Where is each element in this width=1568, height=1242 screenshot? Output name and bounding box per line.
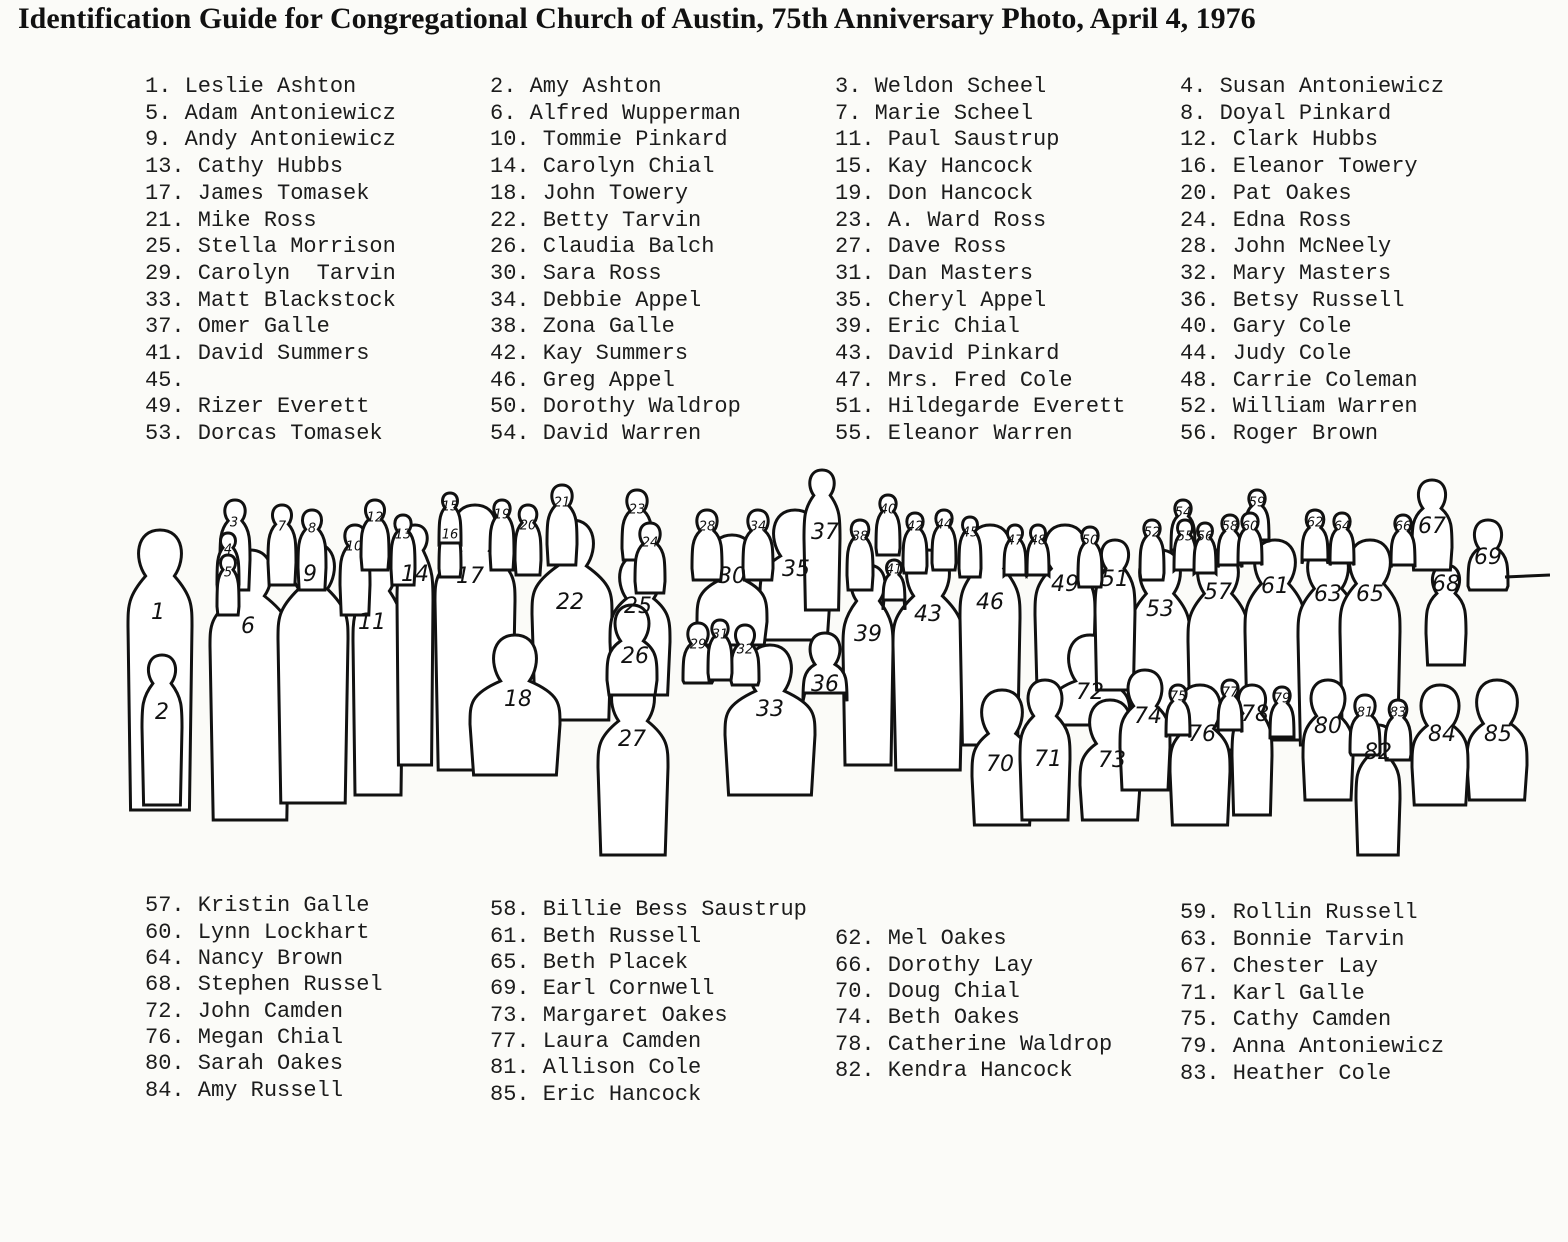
figure-number: 37 — [811, 520, 839, 545]
figure-number: 47 — [1006, 533, 1024, 549]
figure-number: 36 — [811, 672, 839, 697]
figure-number: 19 — [493, 507, 511, 523]
name-entry: 59. Rollin Russell — [1180, 900, 1418, 925]
name-entry: 15. Kay Hancock — [835, 154, 1034, 180]
figure-number: 10 — [345, 539, 363, 555]
figure-number: 4 — [223, 542, 233, 558]
name-entry: 23. A. Ward Ross — [835, 207, 1047, 233]
name-entry: 4. Susan Antoniewicz — [1180, 74, 1445, 99]
figure-number: 57 — [1204, 580, 1232, 605]
figure-number: 82 — [1364, 740, 1392, 765]
figure-number: 46 — [976, 590, 1004, 615]
figure-number: 42 — [906, 519, 924, 535]
name-entry: 10. Tommie Pinkard — [490, 127, 728, 153]
figure-number: 32 — [736, 642, 754, 658]
name-entry: 71. Karl Galle — [1180, 981, 1365, 1006]
name-entry: 24. Edna Ross — [1180, 207, 1352, 233]
figure-number: 22 — [556, 590, 584, 615]
figure-number: 44 — [935, 517, 953, 533]
name-entry: 68. Stephen Russel — [145, 972, 383, 997]
name-entry: 54. David Warren — [490, 421, 702, 447]
name-entry: 27. Dave Ross — [835, 234, 1007, 260]
name-entry: 53. Dorcas Tomasek — [145, 421, 383, 447]
name-entry: 25. Stella Morrison — [145, 234, 396, 260]
name-entry: 75. Cathy Camden — [1180, 1007, 1392, 1032]
figure-number: 56 — [1196, 529, 1214, 545]
name-entry: 73. Margaret Oakes — [490, 1003, 728, 1028]
name-entry: 9. Andy Antoniewicz — [145, 127, 396, 153]
name-entry: 48. Carrie Coleman — [1180, 367, 1418, 393]
name-entry: 82. Kendra Hancock — [835, 1058, 1073, 1083]
figure-number: 51 — [1101, 567, 1129, 592]
name-entry: 55. Eleanor Warren — [835, 421, 1073, 447]
name-entry: 11. Paul Saustrup — [835, 127, 1060, 153]
figure-number: 75 — [1169, 689, 1187, 705]
figure-number: 85 — [1484, 722, 1512, 747]
name-entry: 50. Dorothy Waldrop — [490, 394, 741, 420]
name-entry: 62. Mel Oakes — [835, 926, 1007, 951]
name-entry: 80. Sarah Oakes — [145, 1051, 344, 1076]
name-entry: 74. Beth Oakes — [835, 1005, 1020, 1030]
name-entry: 21. Mike Ross — [145, 207, 317, 233]
name-entry: 32. Mary Masters — [1180, 260, 1392, 286]
figure-number: 24 — [641, 535, 659, 551]
name-entry: 29. Carolyn Tarvin — [145, 260, 396, 286]
name-entry: 6. Alfred Wupperman — [490, 100, 741, 126]
name-entry: 7. Marie Scheel — [835, 100, 1034, 126]
person-silhouette — [217, 555, 239, 615]
name-entry: 40. Gary Cole — [1180, 314, 1352, 340]
name-entry: 5. Adam Antoniewicz — [145, 100, 396, 126]
figure-number: 62 — [1306, 515, 1324, 531]
name-entry: 63. Bonnie Tarvin — [1180, 927, 1405, 952]
figure-number: 9 — [303, 562, 317, 587]
name-entry: 17. James Tomasek — [145, 180, 370, 206]
name-entry: 56. Roger Brown — [1180, 421, 1379, 447]
figure-number: 78 — [1241, 702, 1269, 727]
group-outline-figure — [110, 455, 1550, 875]
name-entry: 31. Dan Masters — [835, 260, 1034, 286]
name-entry: 47. Mrs. Fred Cole — [835, 367, 1073, 393]
figure-number: 81 — [1356, 705, 1374, 721]
person-silhouette — [1120, 670, 1170, 790]
figure-number: 20 — [519, 518, 537, 534]
figure-number: 84 — [1428, 722, 1456, 747]
figure-number: 7 — [277, 519, 287, 535]
name-entry: 16. Eleanor Towery — [1180, 154, 1418, 180]
name-entry: 43. David Pinkard — [835, 341, 1060, 366]
name-entry: 85. Eric Hancock — [490, 1082, 702, 1107]
name-entry: 35. Cheryl Appel — [835, 287, 1047, 313]
name-entry: 69. Earl Cornwell — [490, 976, 715, 1001]
figure-number: 34 — [749, 519, 767, 535]
name-entry: 45. — [145, 367, 185, 393]
figure-number: 79 — [1273, 691, 1291, 707]
figure-number: 14 — [401, 562, 429, 587]
name-entry: 84. Amy Russell — [145, 1078, 344, 1103]
name-entry: 81. Allison Cole — [490, 1055, 702, 1080]
name-entry: 33. Matt Blackstock — [145, 287, 396, 313]
figure-number: 72 — [1076, 680, 1104, 705]
figure-number: 65 — [1356, 582, 1384, 607]
name-entry: 44. Judy Cole — [1180, 341, 1352, 366]
name-entry: 36. Betsy Russell — [1180, 287, 1405, 313]
figure-number: 58 — [1221, 519, 1239, 535]
figure-number: 23 — [628, 502, 646, 518]
person-silhouette — [142, 655, 182, 805]
figure-number: 40 — [879, 502, 897, 518]
figure-number: 41 — [885, 562, 903, 578]
figure-number: 25 — [624, 594, 652, 619]
name-entry: 12. Clark Hubbs — [1180, 127, 1379, 153]
name-entry: 38. Zona Galle — [490, 314, 675, 340]
name-entry: 70. Doug Chial — [835, 979, 1020, 1004]
name-entry: 79. Anna Antoniewicz — [1180, 1034, 1445, 1059]
name-entry: 3. Weldon Scheel — [835, 74, 1047, 99]
figure-number: 16 — [441, 527, 459, 543]
figure-number: 64 — [1333, 519, 1351, 535]
figure-number: 53 — [1146, 597, 1174, 622]
person-silhouette — [515, 505, 541, 575]
figure-number: 70 — [986, 752, 1014, 777]
figure-number: 12 — [366, 510, 384, 526]
page-title: Identification Guide for Congregational Church of Austin, 75th Anniversary Photo, April 4, 1976 — [18, 2, 1256, 35]
figure-number: 18 — [504, 687, 532, 712]
person-silhouette — [1303, 680, 1353, 800]
figure-number: 52 — [1143, 525, 1161, 541]
figure-number: 35 — [782, 557, 810, 582]
figure-number: 63 — [1314, 582, 1342, 607]
figure-number: 13 — [394, 527, 412, 543]
figure-number: 21 — [553, 495, 571, 511]
figure-number: 59 — [1248, 495, 1266, 511]
name-entry: 13. Cathy Hubbs — [145, 154, 344, 180]
name-entry: 67. Chester Lay — [1180, 954, 1379, 979]
figure-number: 80 — [1314, 714, 1342, 739]
name-entry: 14. Carolyn Chial — [490, 154, 715, 180]
name-entry: 46. Greg Appel — [490, 367, 675, 393]
figure-number: 68 — [1432, 572, 1460, 597]
figure-number: 83 — [1389, 705, 1407, 721]
figure-number: 67 — [1418, 514, 1446, 539]
person-silhouette — [635, 523, 665, 593]
figure-number: 31 — [711, 627, 729, 643]
figure-number: 48 — [1029, 533, 1047, 549]
figure-number: 30 — [718, 564, 746, 589]
figure-number: 45 — [961, 525, 979, 541]
name-entry: 20. Pat Oakes — [1180, 180, 1352, 206]
figure-number: 2 — [155, 700, 169, 725]
figure-number: 1 — [151, 600, 165, 625]
figure-number: 3 — [229, 515, 239, 531]
name-entry: 60. Lynn Lockhart — [145, 920, 370, 945]
figure-number: 43 — [914, 602, 942, 627]
figure-number: 76 — [1188, 722, 1216, 747]
name-entry: 58. Billie Bess Saustrup — [490, 897, 807, 922]
figure-number: 8 — [307, 521, 317, 537]
figure-number: 29 — [689, 637, 707, 653]
figure-number: 28 — [698, 519, 716, 535]
figure-number: 49 — [1051, 572, 1079, 597]
figure-number: 74 — [1134, 704, 1162, 729]
figure-number: 54 — [1174, 505, 1192, 521]
name-entry: 66. Dorothy Lay — [835, 953, 1034, 978]
name-entry: 2. Amy Ashton — [490, 74, 662, 99]
figure-number: 61 — [1261, 574, 1289, 599]
name-entry: 30. Sara Ross — [490, 260, 662, 286]
name-entry: 77. Laura Camden — [490, 1029, 702, 1054]
figure-number: 69 — [1474, 545, 1502, 570]
figure-number: 38 — [851, 529, 869, 545]
figure-number: 6 — [241, 614, 255, 639]
rail-line — [1505, 575, 1550, 577]
figure-number: 66 — [1394, 519, 1412, 535]
name-entry: 51. Hildegarde Everett — [835, 394, 1126, 420]
figure-number: 50 — [1081, 533, 1099, 549]
name-entry: 83. Heather Cole — [1180, 1061, 1392, 1086]
silhouette-drawing — [110, 455, 1550, 875]
figure-number: 26 — [621, 644, 649, 669]
name-entry: 26. Claudia Balch — [490, 234, 715, 260]
figure-number: 77 — [1221, 685, 1239, 701]
name-entry: 22. Betty Tarvin — [490, 207, 702, 233]
name-entry: 65. Beth Placek — [490, 950, 689, 975]
name-entry: 19. Don Hancock — [835, 180, 1034, 206]
figure-number: 60 — [1241, 519, 1259, 535]
person-silhouette — [268, 505, 296, 585]
name-entry: 49. Rizer Everett — [145, 394, 370, 420]
name-entry: 18. John Towery — [490, 180, 689, 206]
name-entry: 78. Catherine Waldrop — [835, 1032, 1113, 1057]
name-entry: 41. David Summers — [145, 341, 370, 366]
name-entry: 1. Leslie Ashton — [145, 74, 357, 99]
figure-number: 17 — [456, 564, 484, 589]
name-entry: 37. Omer Galle — [145, 314, 330, 340]
figure-number: 71 — [1034, 747, 1062, 772]
figure-number: 5 — [223, 565, 233, 581]
name-entry: 61. Beth Russell — [490, 924, 702, 949]
name-entry: 52. William Warren — [1180, 394, 1418, 420]
figure-number: 39 — [854, 622, 882, 647]
name-entry: 34. Debbie Appel — [490, 287, 702, 313]
figure-number: 73 — [1098, 748, 1126, 773]
figure-number: 33 — [756, 697, 784, 722]
name-entry: 28. John McNeely — [1180, 234, 1392, 260]
name-entry: 64. Nancy Brown — [145, 946, 344, 971]
figure-number: 11 — [358, 610, 386, 635]
name-entry: 57. Kristin Galle — [145, 893, 370, 918]
name-entry: 72. John Camden — [145, 999, 344, 1024]
figure-number: 15 — [441, 499, 459, 515]
name-entry: 76. Megan Chial — [145, 1025, 344, 1050]
name-entry: 8. Doyal Pinkard — [1180, 100, 1392, 126]
name-entry: 42. Kay Summers — [490, 341, 689, 366]
name-entry: 39. Eric Chial — [835, 314, 1020, 340]
figure-number: 27 — [618, 727, 646, 752]
figure-number: 55 — [1176, 529, 1194, 545]
